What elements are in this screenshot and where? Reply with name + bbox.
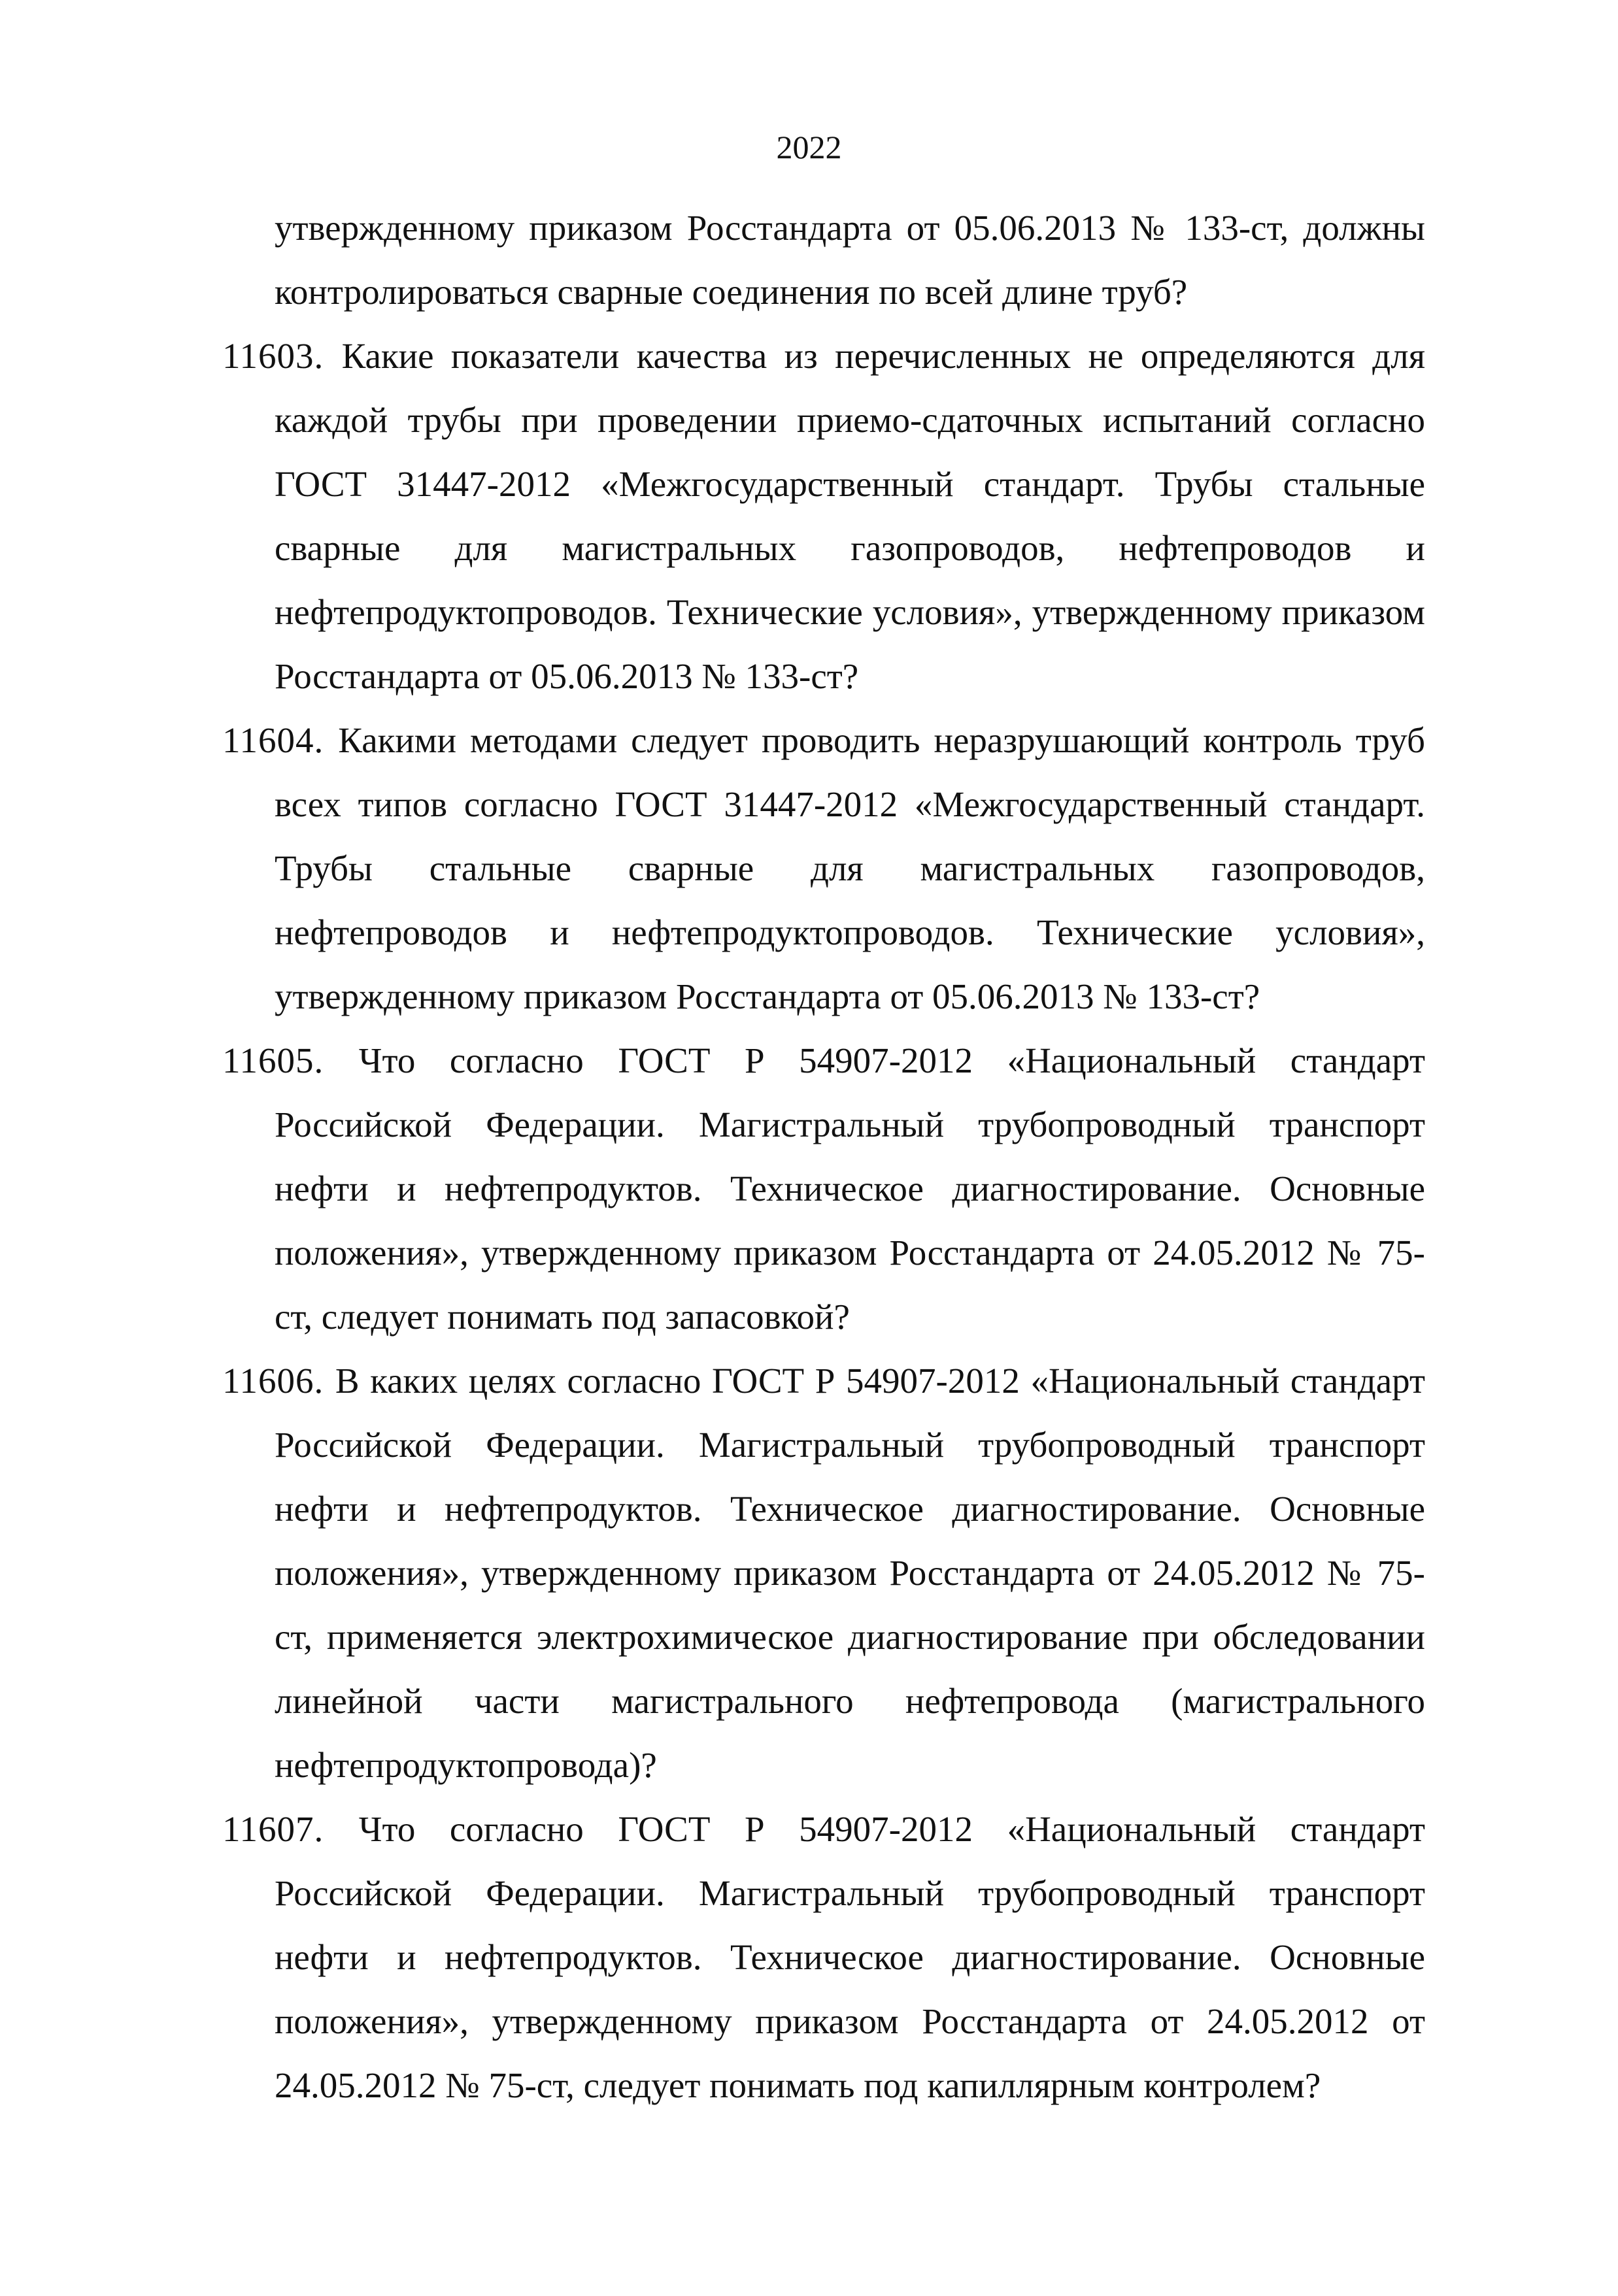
continuation-paragraph: утвержденному приказом Росстандарта от 05.06.2013 № 133-ст, должны контролироваться сварные соединения по всей длине труб? <box>275 208 1425 312</box>
document-body <box>222 196 1425 2118</box>
question-text: Что согласно ГОСТ Р 54907-2012 «Национальный стандарт Российской Федерации. Магистральный трубопроводный транспорт нефти и нефтепродуктов. Техническое диагностирование. Основные положения», утвержденному приказом Росстандарта от 24.05.2012 № 75-ст, следует понимать под запасовкой? <box>275 1040 1425 1337</box>
question-item <box>222 1349 1425 1797</box>
question-number: 11603. <box>222 336 342 376</box>
question-number: 11604. <box>222 720 339 760</box>
question-number: 11605. <box>222 1040 359 1080</box>
question-number: 11606. <box>222 1361 335 1401</box>
question-text: Какими методами следует проводить неразрушающий контроль труб всех типов согласно ГОСТ 31447-2012 «Межгосударственный стандарт. Трубы стальные сварные для магистральных газопроводов, нефтепроводов и нефтепродуктопроводов. Технические условия», утвержденному приказом Росстандарта от 05.06.2013 № 133-ст? <box>275 720 1425 1016</box>
question-text: В каких целях согласно ГОСТ Р 54907-2012 «Национальный стандарт Российской Федерации. Магистральный трубопроводный транспорт нефти и нефтепродуктов. Техническое диагностирование. Основные положения», утвержденному приказом Росстандарта от 24.05.2012 № 75-ст, применяется электрохимическое диагностирование при обследовании линейной части магистрального нефтепровода (магистрального нефтепродуктопровода)? <box>275 1361 1425 1785</box>
question-text: Что согласно ГОСТ Р 54907-2012 «Национальный стандарт Российской Федерации. Магистральный трубопроводный транспорт нефти и нефтепродуктов. Техническое диагностирование. Основные положения», утвержденному приказом Росстандарта от 24.05.2012 от 24.05.2012 № 75-ст, следует понимать под капиллярным контролем? <box>275 1809 1425 2105</box>
question-number: 11607. <box>222 1809 359 1849</box>
page-number: 2022 <box>776 129 842 165</box>
question-item <box>222 1797 1425 2118</box>
question-item <box>222 708 1425 1029</box>
question-item <box>222 1029 1425 1349</box>
question-item <box>222 324 1425 708</box>
question-text: Какие показатели качества из перечисленных не определяются для каждой трубы при проведении приемо-сдаточных испытаний согласно ГОСТ 31447-2012 «Межгосударственный стандарт. Трубы стальные сварные для магистральных газопроводов, нефтепроводов и нефтепродуктопроводов. Технические условия», утвержденному приказом Росстандарта от 05.06.2013 № 133-ст? <box>275 336 1425 696</box>
